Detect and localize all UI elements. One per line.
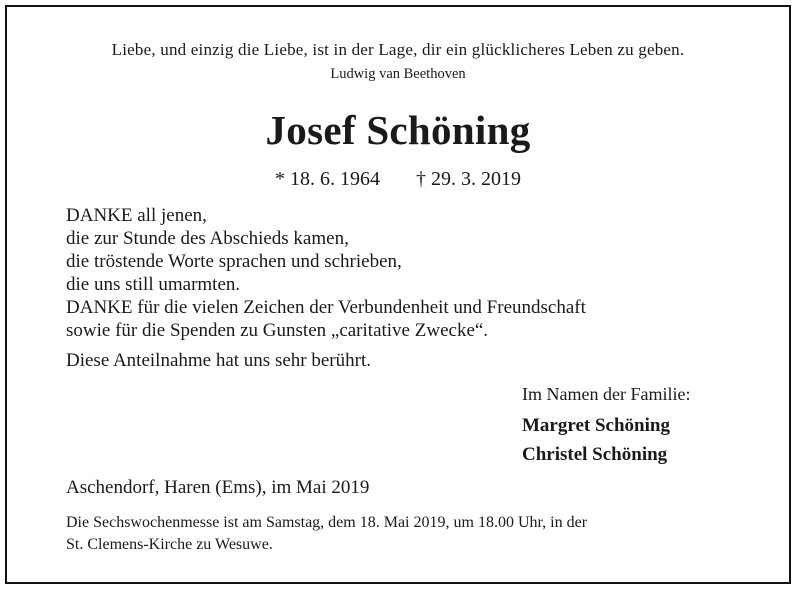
thanks-line: die tröstende Worte sprachen und schrieben, [66,251,402,272]
life-dates [0,168,796,191]
thanks-paragraph [66,204,586,342]
quote-text: Liebe, und einzig die Liebe, ist in der Lage, dir ein glücklicheres Leben zu geben. [111,40,685,59]
thanks-line: die uns still umarmten. [66,274,241,295]
signatory-name: Christel Schöning [522,444,668,465]
thanks-line: die zur Stunde des Abschieds kamen, [66,228,349,249]
thanks-line: DANKE all jenen, [66,205,207,226]
birth-date: * 18. 6. 1964 [275,168,380,190]
deceased-name: Josef Schöning [265,107,531,153]
mass-notice [66,512,587,556]
quote-author: Ludwig van Beethoven [330,66,466,82]
place-date: Aschendorf, Haren (Ems), im Mai 2019 [66,477,370,498]
moved-line: Diese Anteilnahme hat uns sehr berührt. [66,350,371,371]
death-date: † 29. 3. 2019 [416,168,521,190]
thanks-line: sowie für die Spenden zu Gunsten „caritative Zwecke“. [66,320,489,341]
thanks-line: DANKE für die vielen Zeichen der Verbundenheit und Freundschaft [66,297,586,318]
family-intro: Im Namen der Familie: [522,384,691,404]
mass-notice-line: Die Sechswochenmesse ist am Samstag, dem 18. Mai 2019, um 18.00 Uhr, in der [66,514,588,531]
signatory-name: Margret Schöning [522,415,670,436]
mass-notice-line: St. Clemens-Kirche zu Wesuwe. [66,536,273,553]
